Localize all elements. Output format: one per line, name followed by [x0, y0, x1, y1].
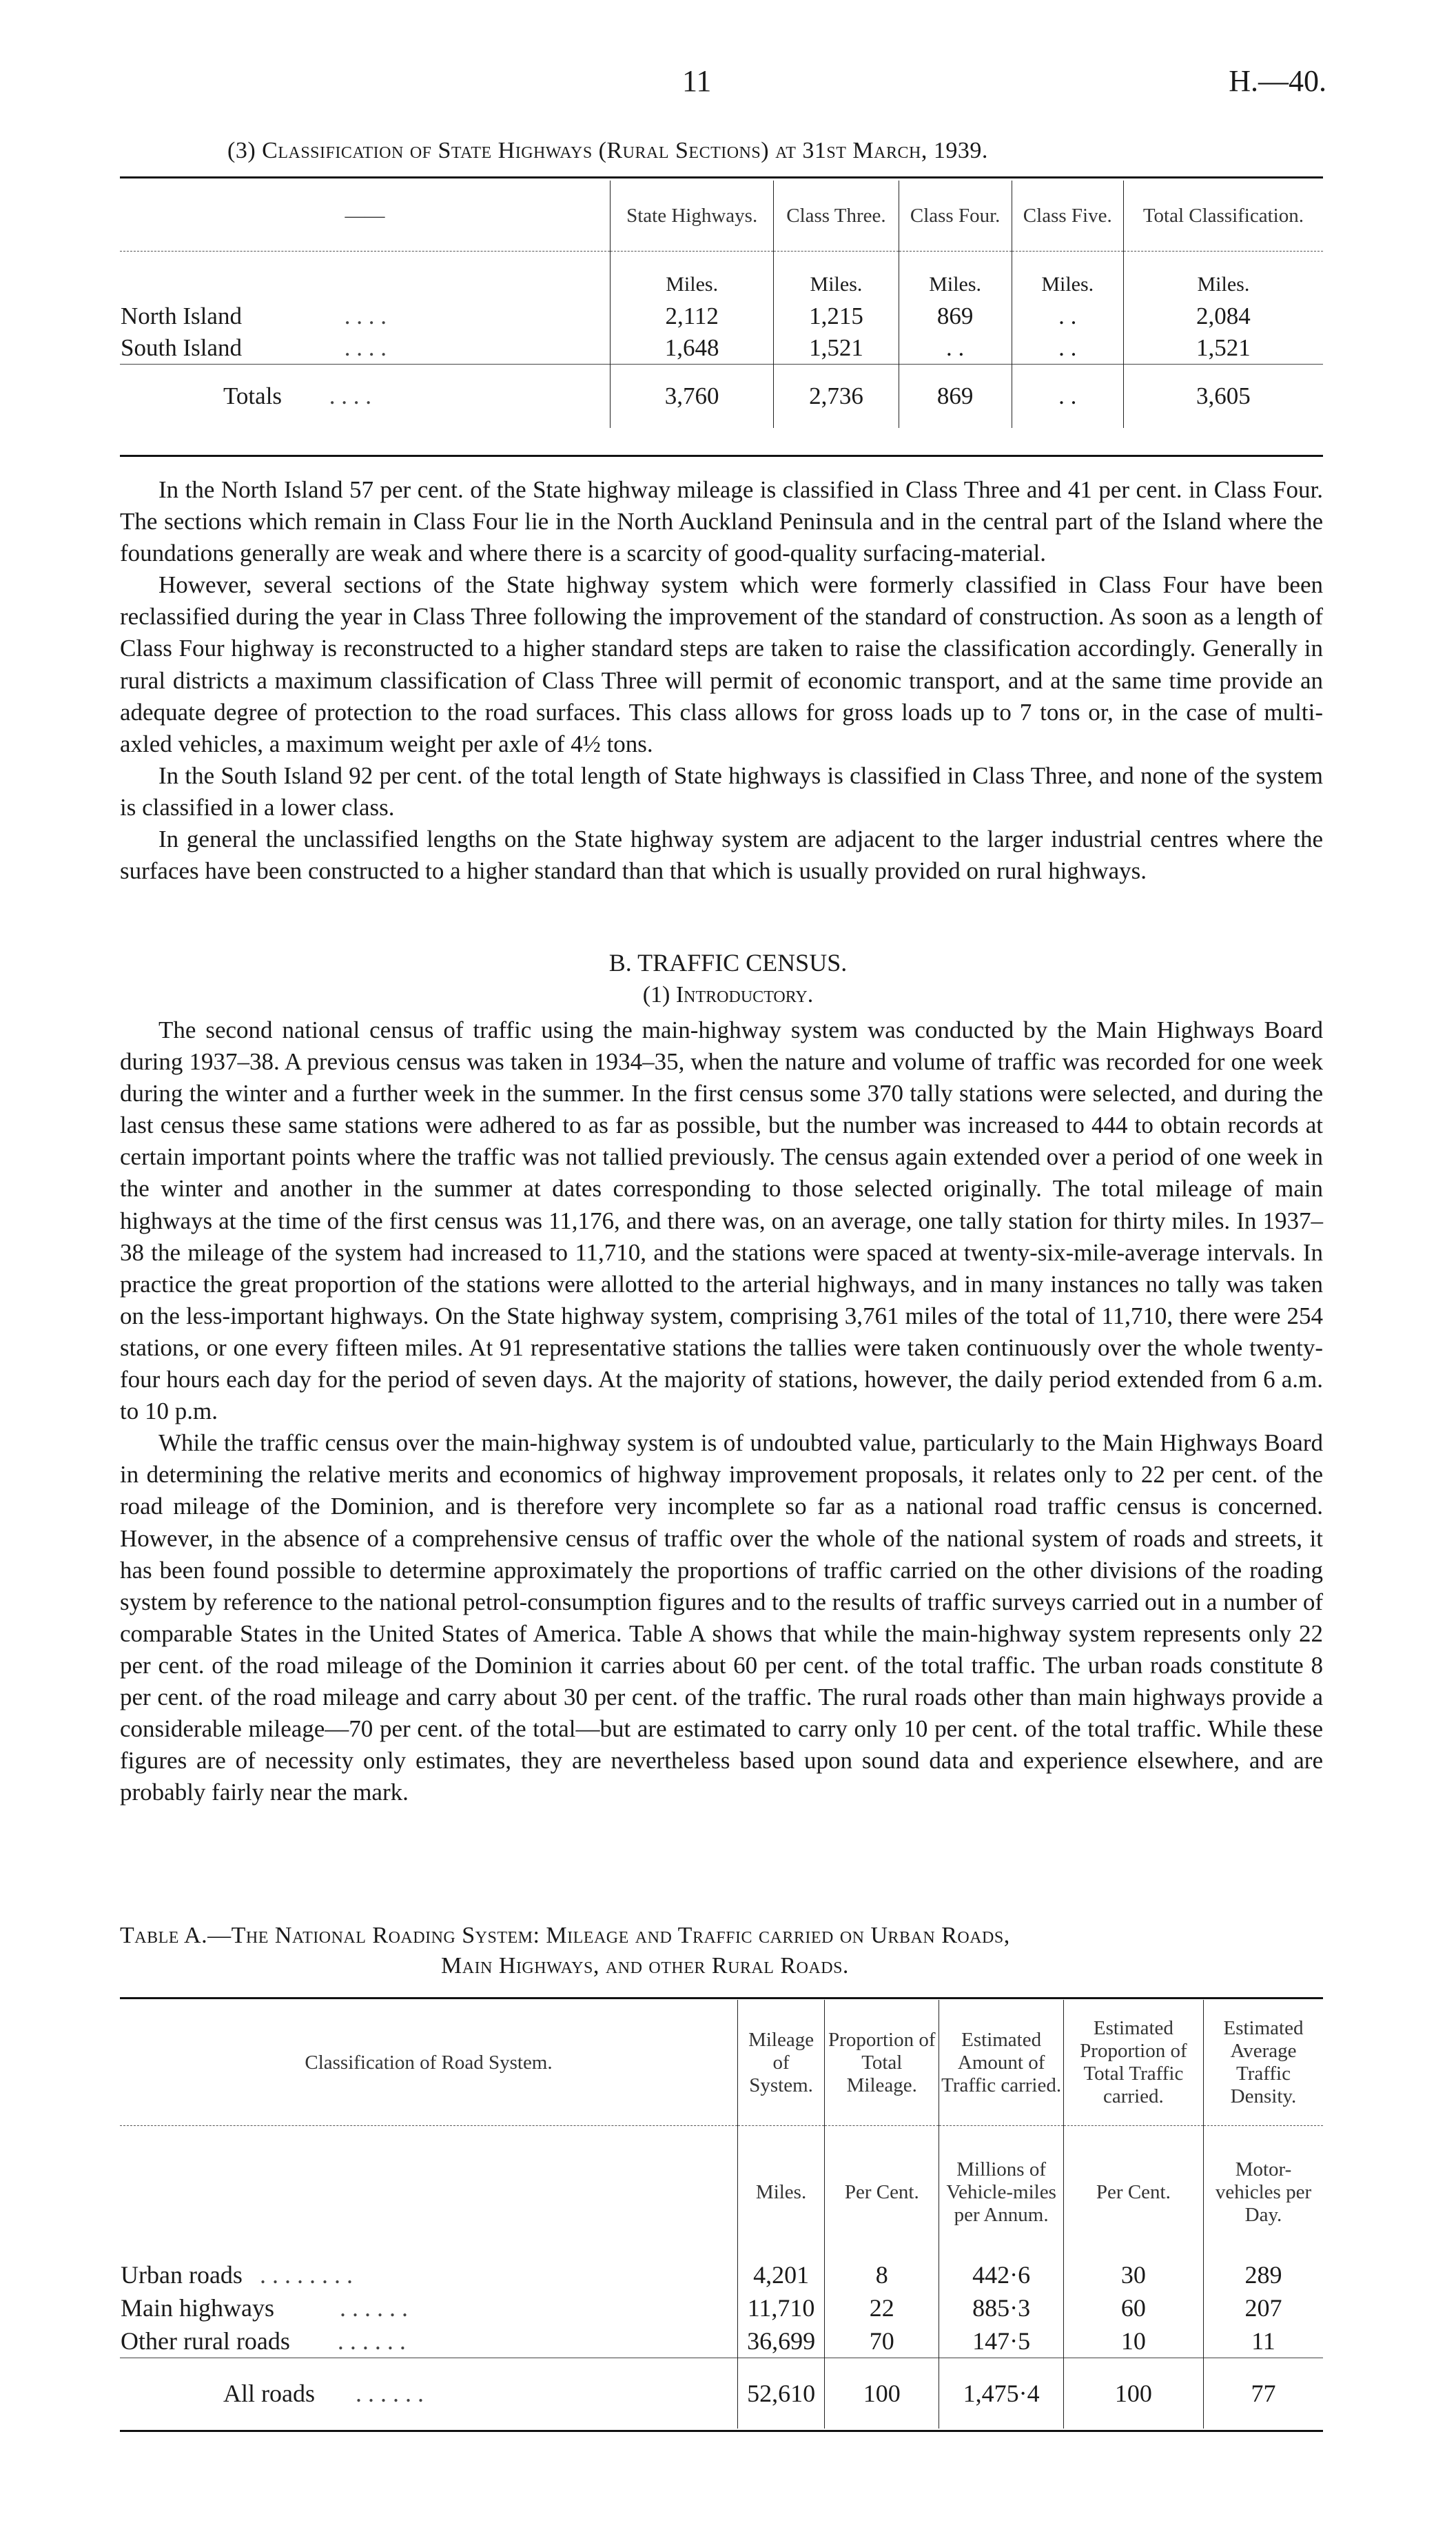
table-cell: . .	[1012, 365, 1123, 429]
leader-dots: . . . . . .	[337, 2327, 406, 2355]
row-label: Urban roads	[121, 2261, 243, 2289]
units-cell: Miles.	[1123, 252, 1323, 301]
leader-dots: . . . .	[344, 303, 387, 329]
row-label: Other rural roads	[121, 2327, 290, 2355]
table-header-row	[120, 181, 1323, 252]
column-header: State Highways.	[611, 181, 774, 252]
leader-dots: . . . . . . . .	[259, 2261, 353, 2289]
table-row	[120, 2324, 1323, 2358]
table-cell: 442·6	[939, 2258, 1063, 2291]
page-header	[0, 63, 1456, 105]
table-cell: 22	[825, 2291, 939, 2324]
table2-bottom-rule	[120, 2430, 1323, 2432]
table-cell: 1,215	[774, 300, 899, 332]
page-number: 11	[682, 64, 712, 98]
road-traffic-table	[120, 2000, 1323, 2429]
table-row	[120, 300, 1323, 332]
column-header: Class Five.	[1012, 181, 1123, 252]
row-label: North Island	[121, 303, 242, 329]
table-cell: 2,736	[774, 365, 899, 429]
paragraph: In the North Island 57 per cent. of the State highway mileage is classified in Class Three and 41 per cent. in Class Four. The sections which remain in Class Four lie in the North Auckland Peninsula and in the central part of the Island where the foundations generally are weak and where there is a scarcity of good-quality surfacing-material.	[120, 476, 1323, 567]
leader-dots: . . . .	[344, 334, 387, 361]
units-cell: Miles.	[899, 252, 1012, 301]
paragraph: However, several sections of the State highway system which were formerly classified in Class Four have been reclassified during the year in Class Three following the improvement of the standard of construction. As soon as a length of Class Four highway is reconstructed to a higher standard steps are taken to raise the classification accordingly. Generally in rural districts a maximum classification of Class Three will permit of economic transport, and at the same time provide an adequate degree of protection to the road surfaces. This class allows for gross loads up to 7 tons or, in the case of multi-axled vehicles, a maximum weight per axle of 4½ tons.	[120, 571, 1323, 757]
table-cell: 289	[1203, 2258, 1323, 2291]
totals-row	[120, 2358, 1323, 2429]
body-text-section-a	[120, 474, 1323, 887]
document-reference: H.—40.	[1229, 64, 1326, 98]
table-cell: 2,084	[1123, 300, 1323, 332]
table-cell: 10	[1063, 2324, 1203, 2358]
body-text-section-b	[120, 1014, 1323, 1808]
units-row	[120, 252, 1323, 301]
table-cell: 30	[1063, 2258, 1203, 2291]
column-header: Proportion of Total Mileage.	[825, 2000, 939, 2126]
table-row	[120, 2258, 1323, 2291]
column-header: Total Classification.	[1123, 181, 1323, 252]
table-row	[120, 2291, 1323, 2324]
table-cell: 885·3	[939, 2291, 1063, 2324]
row-label: Totals	[223, 382, 283, 409]
units-cell: Miles.	[1012, 252, 1123, 301]
leader-dots: . . . .	[329, 382, 372, 409]
table-cell: 1,521	[774, 332, 899, 365]
table-cell: 100	[1063, 2358, 1203, 2429]
table-header-row	[120, 2000, 1323, 2126]
units-cell: Per Cent.	[825, 2126, 939, 2259]
table-cell: 869	[899, 300, 1012, 332]
column-header: Class Three.	[774, 181, 899, 252]
column-header: Estimated Average Traffic Density.	[1203, 2000, 1323, 2126]
paragraph: In the South Island 92 per cent. of the total length of State highways is classified in Class Three, and none of the system is classified in a lower class.	[120, 761, 1323, 821]
paragraph: In general the unclassified lengths on the State highway system are adjacent to the larger industrial centres where the surfaces have been constructed to a higher standard than that which is usually provided on rural highways.	[120, 826, 1323, 885]
leader-dots: . . . . . .	[339, 2294, 408, 2322]
leader-dots: . . . . . .	[355, 2380, 424, 2407]
row-label: South Island	[121, 334, 242, 361]
table-cell: 60	[1063, 2291, 1203, 2324]
table-cell: 8	[825, 2258, 939, 2291]
table-cell: 147·5	[939, 2324, 1063, 2358]
paragraph: While the traffic census over the main-highway system is of undoubted value, particularly to the Main Highways Board in determining the relative merits and economics of highway improvement proposals, it relates only to 22 per cent. of the road mileage of the Dominion, and is therefore very incomplete so far as a national road traffic census is concerned. However, in the absence of a comprehensive census of traffic over the whole of the national system of roads and streets, it has been found possible to determine approximately the proportions of traffic carried on the other divisions of the roading system by reference to the national petrol-consumption figures and to the results of traffic surveys carried out in a number of comparable States in the United States of America. Table A shows that while the main-highway system represents only 22 per cent. of the road mileage of the Dominion it carries about 60 per cent. of the total traffic. The urban roads constitute 8 per cent. of the road mileage and carry about 30 per cent. of the traffic. The rural roads other than main highways provide a considerable mileage—70 per cent. of the total—but are estimated to carry only 10 per cent. of the total traffic. While these figures are of necessity only estimates, they are nevertheless based upon sound data and experience elsewhere, and are probably fairly near the mark.	[120, 1429, 1323, 1806]
totals-row	[120, 365, 1323, 429]
column-header: Estimated Proportion of Total Traffic carried.	[1063, 2000, 1203, 2126]
highway-classification-table	[120, 181, 1323, 428]
table-cell: 1,648	[611, 332, 774, 365]
table-cell: 4,201	[738, 2258, 825, 2291]
table-cell: 869	[899, 365, 1012, 429]
units-row	[120, 2126, 1323, 2259]
units-cell: Per Cent.	[1063, 2126, 1203, 2259]
table-cell: 70	[825, 2324, 939, 2358]
table2-caption-line1: Table A.—The National Roading System: Mileage and Traffic carried on Urban Roads,	[120, 1923, 1010, 1948]
column-header: Class Four.	[899, 181, 1012, 252]
table-cell: 3,760	[611, 365, 774, 429]
row-label: Main highways	[121, 2294, 274, 2322]
table-cell: 36,699	[738, 2324, 825, 2358]
units-cell: Miles.	[611, 252, 774, 301]
table2-caption-line2: Main Highways, and other Rural Roads.	[441, 1953, 849, 1979]
table-cell: 52,610	[738, 2358, 825, 2429]
column-header: Estimated Amount of Traffic carried.	[939, 2000, 1063, 2126]
units-cell: Miles.	[774, 252, 899, 301]
column-header: Mileage of System.	[738, 2000, 825, 2126]
table-cell: 11,710	[738, 2291, 825, 2324]
units-cell	[120, 252, 611, 301]
table-row	[120, 332, 1323, 365]
table-cell: 11	[1203, 2324, 1323, 2358]
table-cell: . .	[1012, 332, 1123, 365]
table1-caption: (3) Classification of State Highways (Rural Sections) at 31st March, 1939.	[227, 138, 988, 163]
units-cell	[120, 2126, 738, 2259]
table2-top-rule	[120, 1997, 1323, 1999]
table-cell: . .	[899, 332, 1012, 365]
section-heading: B. TRAFFIC CENSUS.	[608, 949, 848, 977]
table-cell: 207	[1203, 2291, 1323, 2324]
table1-bottom-rule	[120, 455, 1323, 457]
table1-top-rule	[120, 176, 1323, 178]
units-cell: Miles.	[738, 2126, 825, 2259]
table-cell: 3,605	[1123, 365, 1323, 429]
column-header: ——	[120, 181, 611, 252]
units-cell: Millions of Vehicle-miles per Annum.	[939, 2126, 1063, 2259]
table-cell: . .	[1012, 300, 1123, 332]
paragraph: The second national census of traffic using the main-highway system was conducted by the Main Highways Board during 1937–38. A previous census was taken in 1934–35, when the nature and volume of traffic was recorded for one week during the winter and a further week in the summer. In the first census some 370 tally stations were selected, and during the last census these same stations were adhered to as far as possible, but the number was increased to 444 to obtain records at certain important points where the traffic was not tallied previously. The census again extended over a period of one week in the winter and another in the summer at dates corresponding to those selected originally. The total mileage of main highways at the time of the first census was 11,176, and there was, on an average, one tally station for thirty miles. In 1937–38 the mileage of the system had increased to 11,710, and the stations were spaced at twenty-six-mile-average intervals. In practice the great proportion of the stations were allotted to the arterial highways, and in many instances no tally was taken on the less-important highways. On the State highway system, comprising 3,761 miles of the total of 11,710, there were 254 stations, or one every fifteen miles. At 91 representative stations the tallies were taken continuously over the whole twenty-four hours each day for the period of seven days. At the majority of stations, however, the daily period extended from 6 a.m. to 10 p.m.	[120, 1016, 1323, 1425]
column-header: Classification of Road System.	[120, 2000, 738, 2126]
table-cell: 100	[825, 2358, 939, 2429]
section-subheading: (1) Introductory.	[642, 982, 814, 1008]
row-label: All roads	[223, 2380, 315, 2407]
table-cell: 77	[1203, 2358, 1323, 2429]
table-cell: 1,521	[1123, 332, 1323, 365]
units-cell: Motor-vehicles per Day.	[1203, 2126, 1323, 2259]
table-cell: 2,112	[611, 300, 774, 332]
table-cell: 1,475·4	[939, 2358, 1063, 2429]
